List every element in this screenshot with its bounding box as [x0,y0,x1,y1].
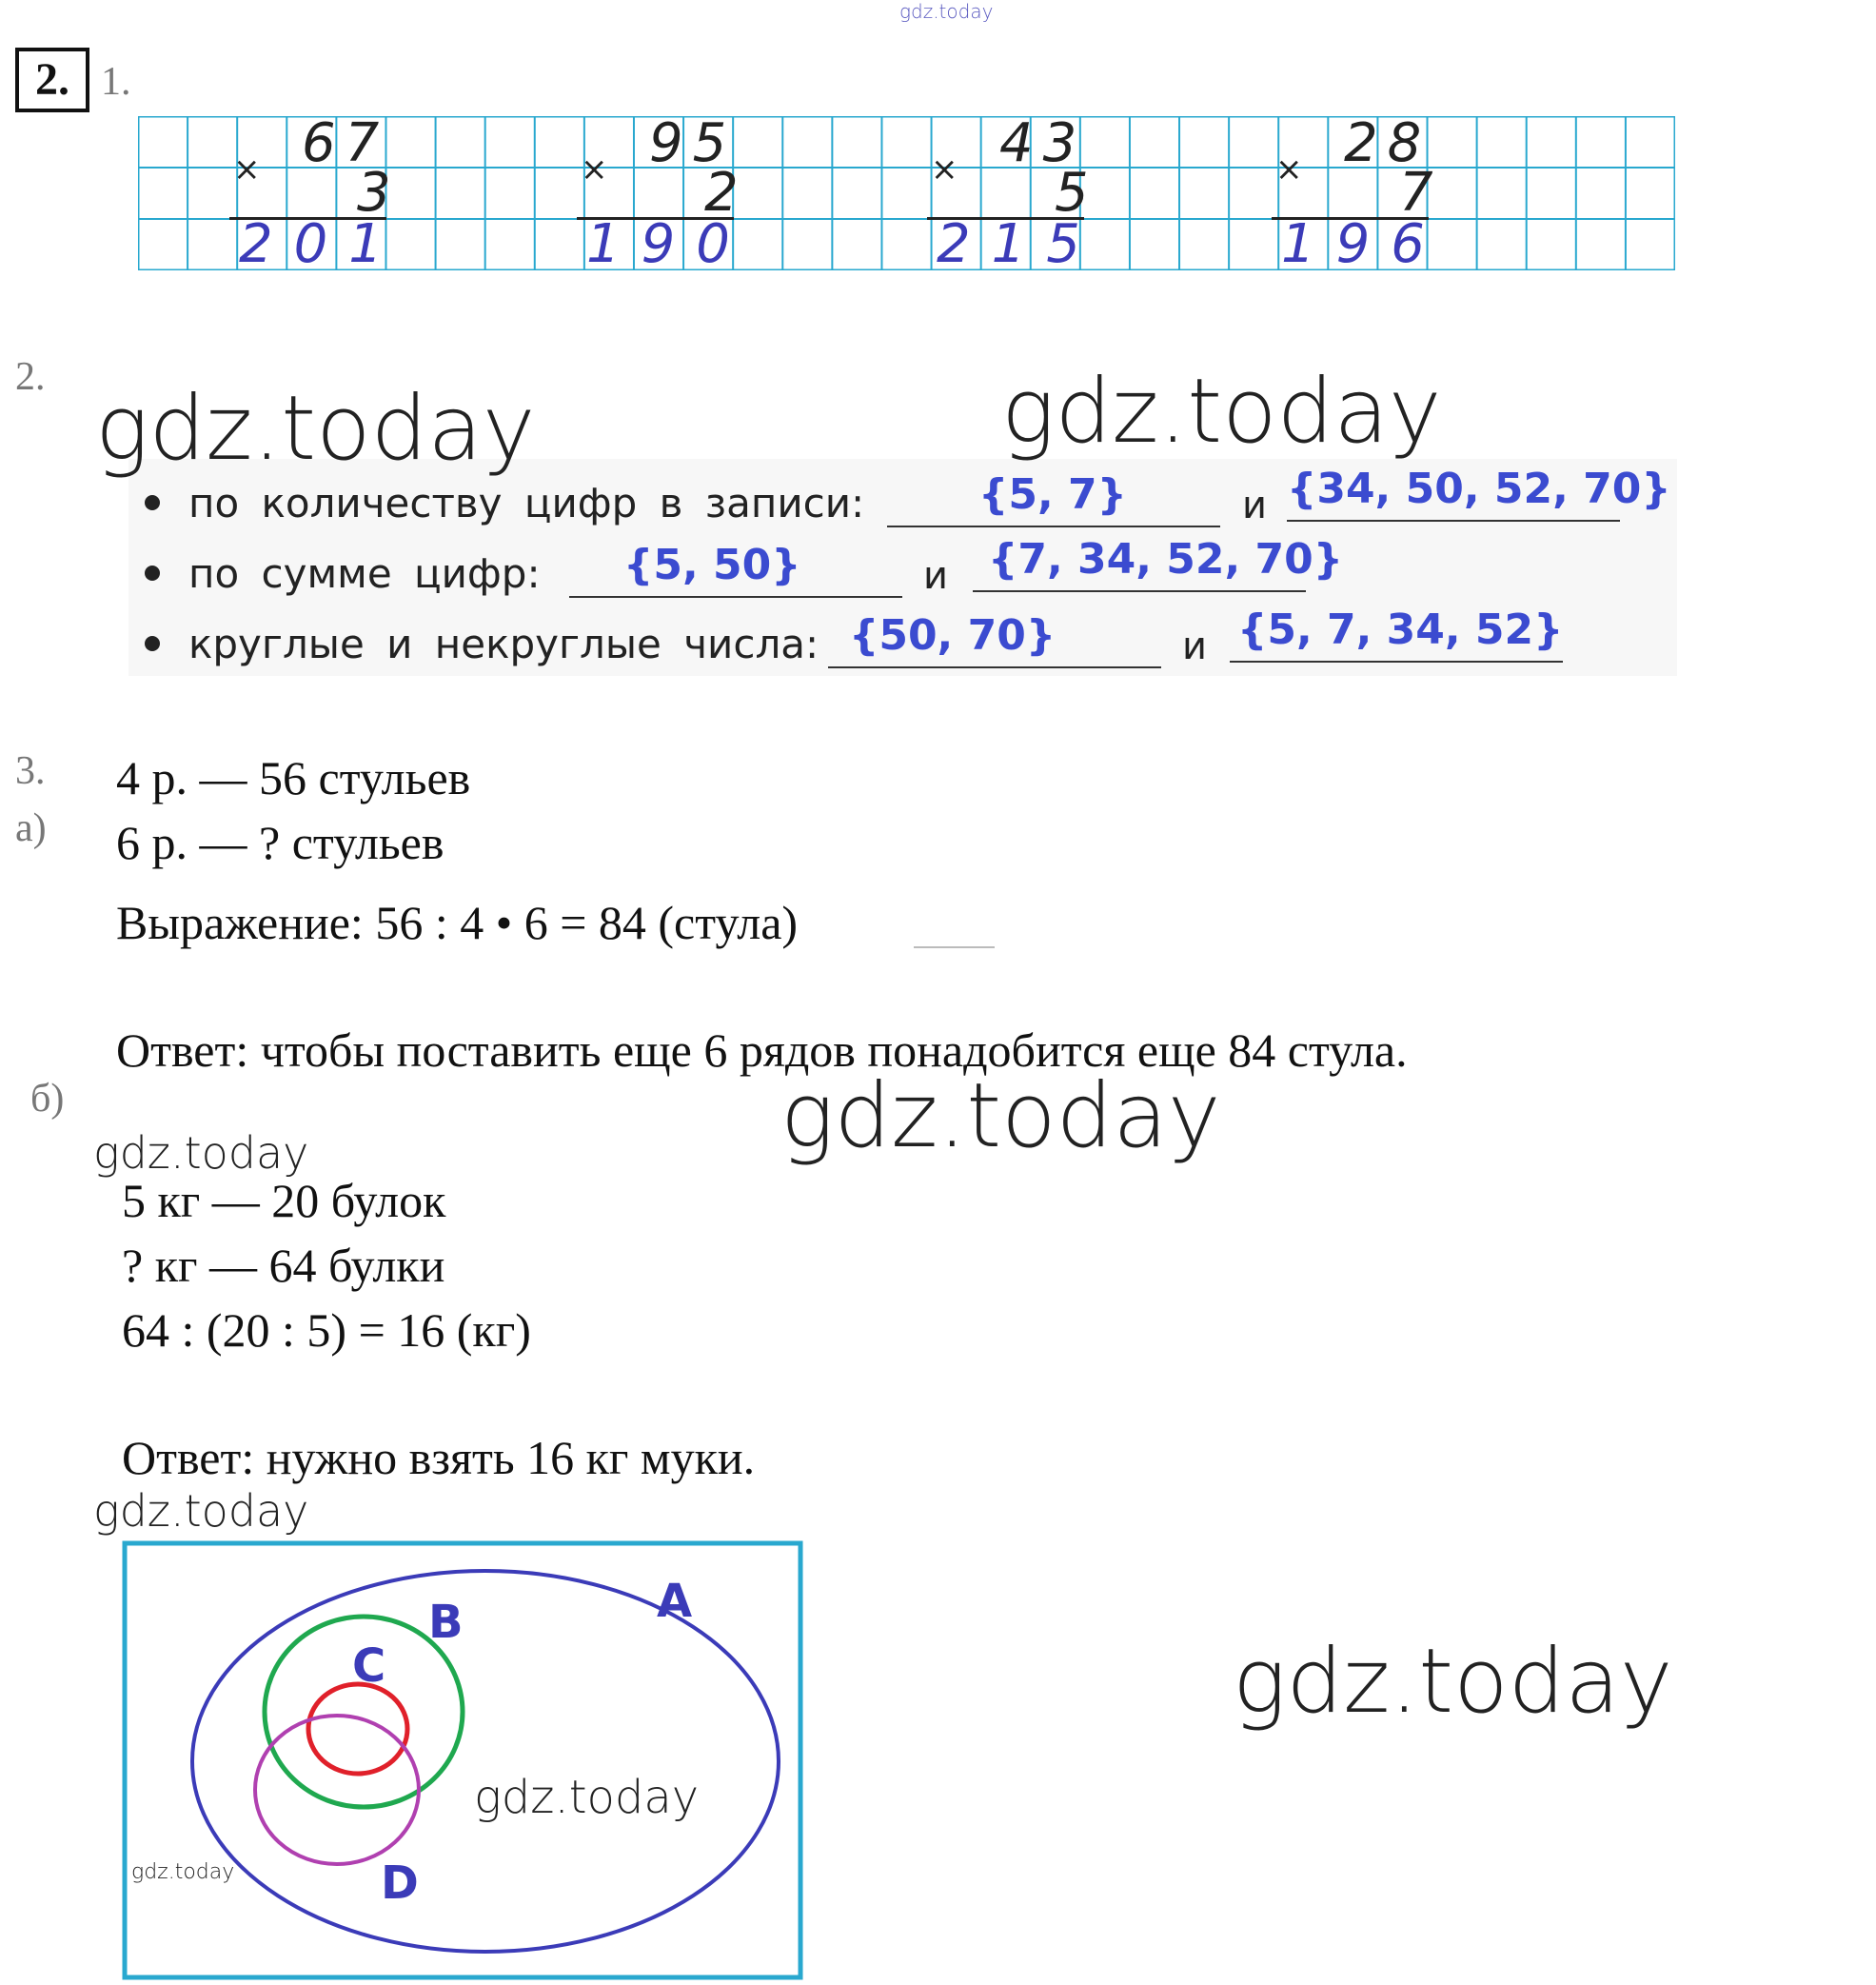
multiply-sign: × [233,150,261,189]
multiplier: 5 [1055,162,1089,224]
multiplicand: 43 [999,112,1087,174]
answer-set-first: {5, 7} [978,470,1127,519]
watermark-large-2: gdz.today [1001,360,1442,464]
answer-set-first: {5, 50} [623,541,801,589]
multiplier: 2 [704,162,739,224]
part3b-expression: 64 : (20 : 5) = 16 (кг) [122,1303,531,1357]
part3b-line1: 5 кг — 20 булок [122,1174,446,1227]
bullet [145,566,160,581]
conjunction: и [1242,484,1267,527]
header-watermark: gdz.today [899,0,994,23]
answer-underline [569,596,902,598]
product-result: 201 [239,213,404,275]
multiply-sign: × [1275,150,1303,189]
multiplicand: 95 [649,112,737,174]
product-result: 215 [937,213,1101,275]
answer-set-second: {7, 34, 52, 70} [988,535,1344,584]
task-number-text: 2. [35,54,69,105]
watermark-large-3: gdz.today [780,1064,1221,1168]
conjunction: и [1182,625,1207,668]
part3a-line1: 4 р. — 56 стульев [116,751,471,804]
answer-underline [1287,520,1620,522]
venn-label-c: C [352,1639,386,1693]
answer-underline [887,526,1220,527]
watermark-small-2: gdz.today [93,1485,309,1537]
bullet [145,495,160,510]
answer-underline [973,590,1306,592]
watermark-venn-inner: gdz.today [474,1771,700,1824]
watermark-small-1: gdz.today [93,1127,309,1179]
watermark-large-1: gdz.today [95,377,536,481]
multiplicand: 28 [1344,112,1432,174]
classification-criterion: круглые и некруглые числа: [188,621,820,667]
part3-label: 3. [15,749,46,793]
venn-label-b: B [428,1596,464,1649]
part3a-label: а) [15,806,47,850]
multiply-sign: × [931,150,958,189]
part3b-label: б) [30,1077,65,1121]
classification-criterion: по сумме цифр: [188,550,541,597]
product-result: 190 [586,213,751,275]
conjunction: и [923,554,948,598]
multiplier: 7 [1399,162,1433,224]
multiplicand: 67 [302,112,389,174]
answer-set-second: {34, 50, 52, 70} [1287,465,1671,513]
venn-set-c [308,1684,407,1774]
multiply-sign: × [581,150,608,189]
part3a-expression-underline [914,946,995,948]
part3b-line2: ? кг — 64 булки [122,1239,445,1292]
part3a-answer: Ответ: чтобы поставить еще 6 рядов понадобится еще 84 стула. [116,1023,1408,1077]
answer-set-first: {50, 70} [849,611,1056,660]
part3b-answer: Ответ: нужно взять 16 кг муки. [122,1431,756,1484]
watermark-venn-small: gdz.today [131,1860,235,1884]
answer-underline [1230,661,1563,663]
multiplier: 3 [357,162,391,224]
watermark-large-4: gdz.today [1233,1630,1673,1734]
part3a-line2: 6 р. — ? стульев [116,816,444,869]
part3a-expression: Выражение: 56 : 4 • 6 = 84 (стула) [116,896,799,949]
task-number [15,48,89,112]
venn-set-d [255,1716,419,1864]
answer-underline [828,666,1161,668]
venn-label-a: A [657,1575,693,1628]
bullet [145,636,160,651]
part1-label: 1. [101,60,131,104]
answer-set-second: {5, 7, 34, 52} [1237,605,1564,654]
venn-label-d: D [381,1856,419,1910]
product-result: 196 [1281,213,1446,275]
part2-label: 2. [15,355,46,399]
classification-criterion: по количеству цифр в записи: [188,480,865,526]
